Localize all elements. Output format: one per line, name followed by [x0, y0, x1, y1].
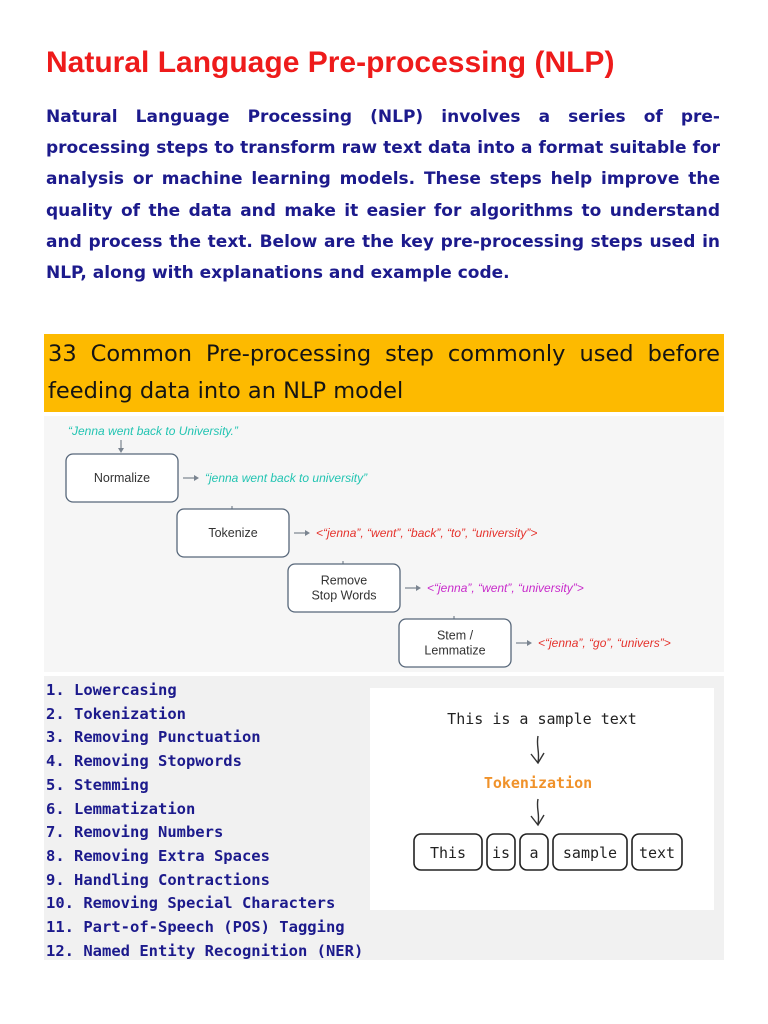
- steps-list: [46, 679, 363, 963]
- token-label: This: [429, 844, 467, 862]
- steps-list-item: 3. Removing Punctuation: [46, 728, 261, 747]
- steps-list-item: 9. Handling Contractions: [46, 870, 270, 889]
- tokenization-input-text: This is a sample text: [447, 710, 637, 728]
- section-banner: [44, 334, 724, 412]
- pipeline-step-label: Remove: [320, 573, 368, 588]
- steps-list-item: 4. Removing Stopwords: [46, 752, 242, 771]
- pipeline-step-output: “jenna went back to university”: [205, 471, 368, 485]
- token-label: a: [529, 844, 539, 862]
- pipeline-right-arrowhead: [527, 640, 532, 646]
- steps-list-item: 6. Lemmatization: [46, 799, 196, 818]
- pipeline-step-output: <“jenna”, “went”, “university”>: [427, 581, 584, 595]
- pipeline-right-arrowhead: [305, 530, 310, 536]
- token-label: is: [491, 844, 511, 862]
- tokenization-label: Tokenization: [483, 774, 593, 792]
- pipeline-step-label: Stop Words: [311, 588, 377, 603]
- token-label: sample: [562, 844, 618, 862]
- intro-paragraph: Natural Language Processing (NLP) involves a series of pre-processing steps to transform raw text data into a format suitable for analysis or machine learning models. These steps help improve the quality of the data and make it easier for algorithms to understand and process the text. Below are the key pre-processing steps used in NLP, along with explanations and example code.: [46, 107, 720, 284]
- pipeline-step-label: Stem /: [436, 628, 474, 643]
- tokenization-arrow-icon: [531, 799, 544, 825]
- page-title: Natural Language Pre-processing (NLP): [46, 46, 615, 79]
- steps-list-item: 1. Lowercasing: [46, 681, 177, 699]
- steps-list-item: 12. Named Entity Recognition (NER): [46, 941, 364, 960]
- pipeline-step-label: Normalize: [93, 471, 151, 485]
- steps-list-item: 8. Removing Extra Spaces: [46, 846, 270, 865]
- steps-list-item: 11. Part-of-Speech (POS) Tagging: [46, 918, 345, 937]
- pipeline-step-label: Lemmatize: [424, 643, 486, 658]
- pipeline-step-output: <“jenna”, “went”, “back”, “to”, “university”>: [316, 526, 538, 540]
- pipeline-step-label: Tokenize: [208, 526, 258, 540]
- pipeline-step-output: <“jenna”, “go”, “univers”>: [538, 636, 671, 650]
- steps-list-item: 2. Tokenization: [46, 704, 186, 723]
- pipeline-input-text: “Jenna went back to University.”: [68, 424, 238, 438]
- pipeline-down-arrowhead: [118, 448, 124, 453]
- steps-list-item: 5. Stemming: [46, 775, 149, 794]
- pipeline-right-arrowhead: [194, 475, 199, 481]
- pipeline-right-arrowhead: [416, 585, 421, 591]
- pipeline-svg: [44, 416, 724, 672]
- tokenization-arrow-icon: [531, 736, 544, 763]
- banner-heading: 33 Common Pre-processing step commonly used before feeding data into an NLP model: [48, 341, 720, 404]
- pipeline-diagram: [44, 416, 724, 672]
- tokenization-svg: [370, 688, 714, 910]
- token-label: text: [638, 844, 676, 862]
- steps-list-item: 7. Removing Numbers: [46, 823, 224, 842]
- steps-list-item: 10. Removing Special Characters: [46, 894, 336, 913]
- tokenization-diagram: [370, 688, 714, 910]
